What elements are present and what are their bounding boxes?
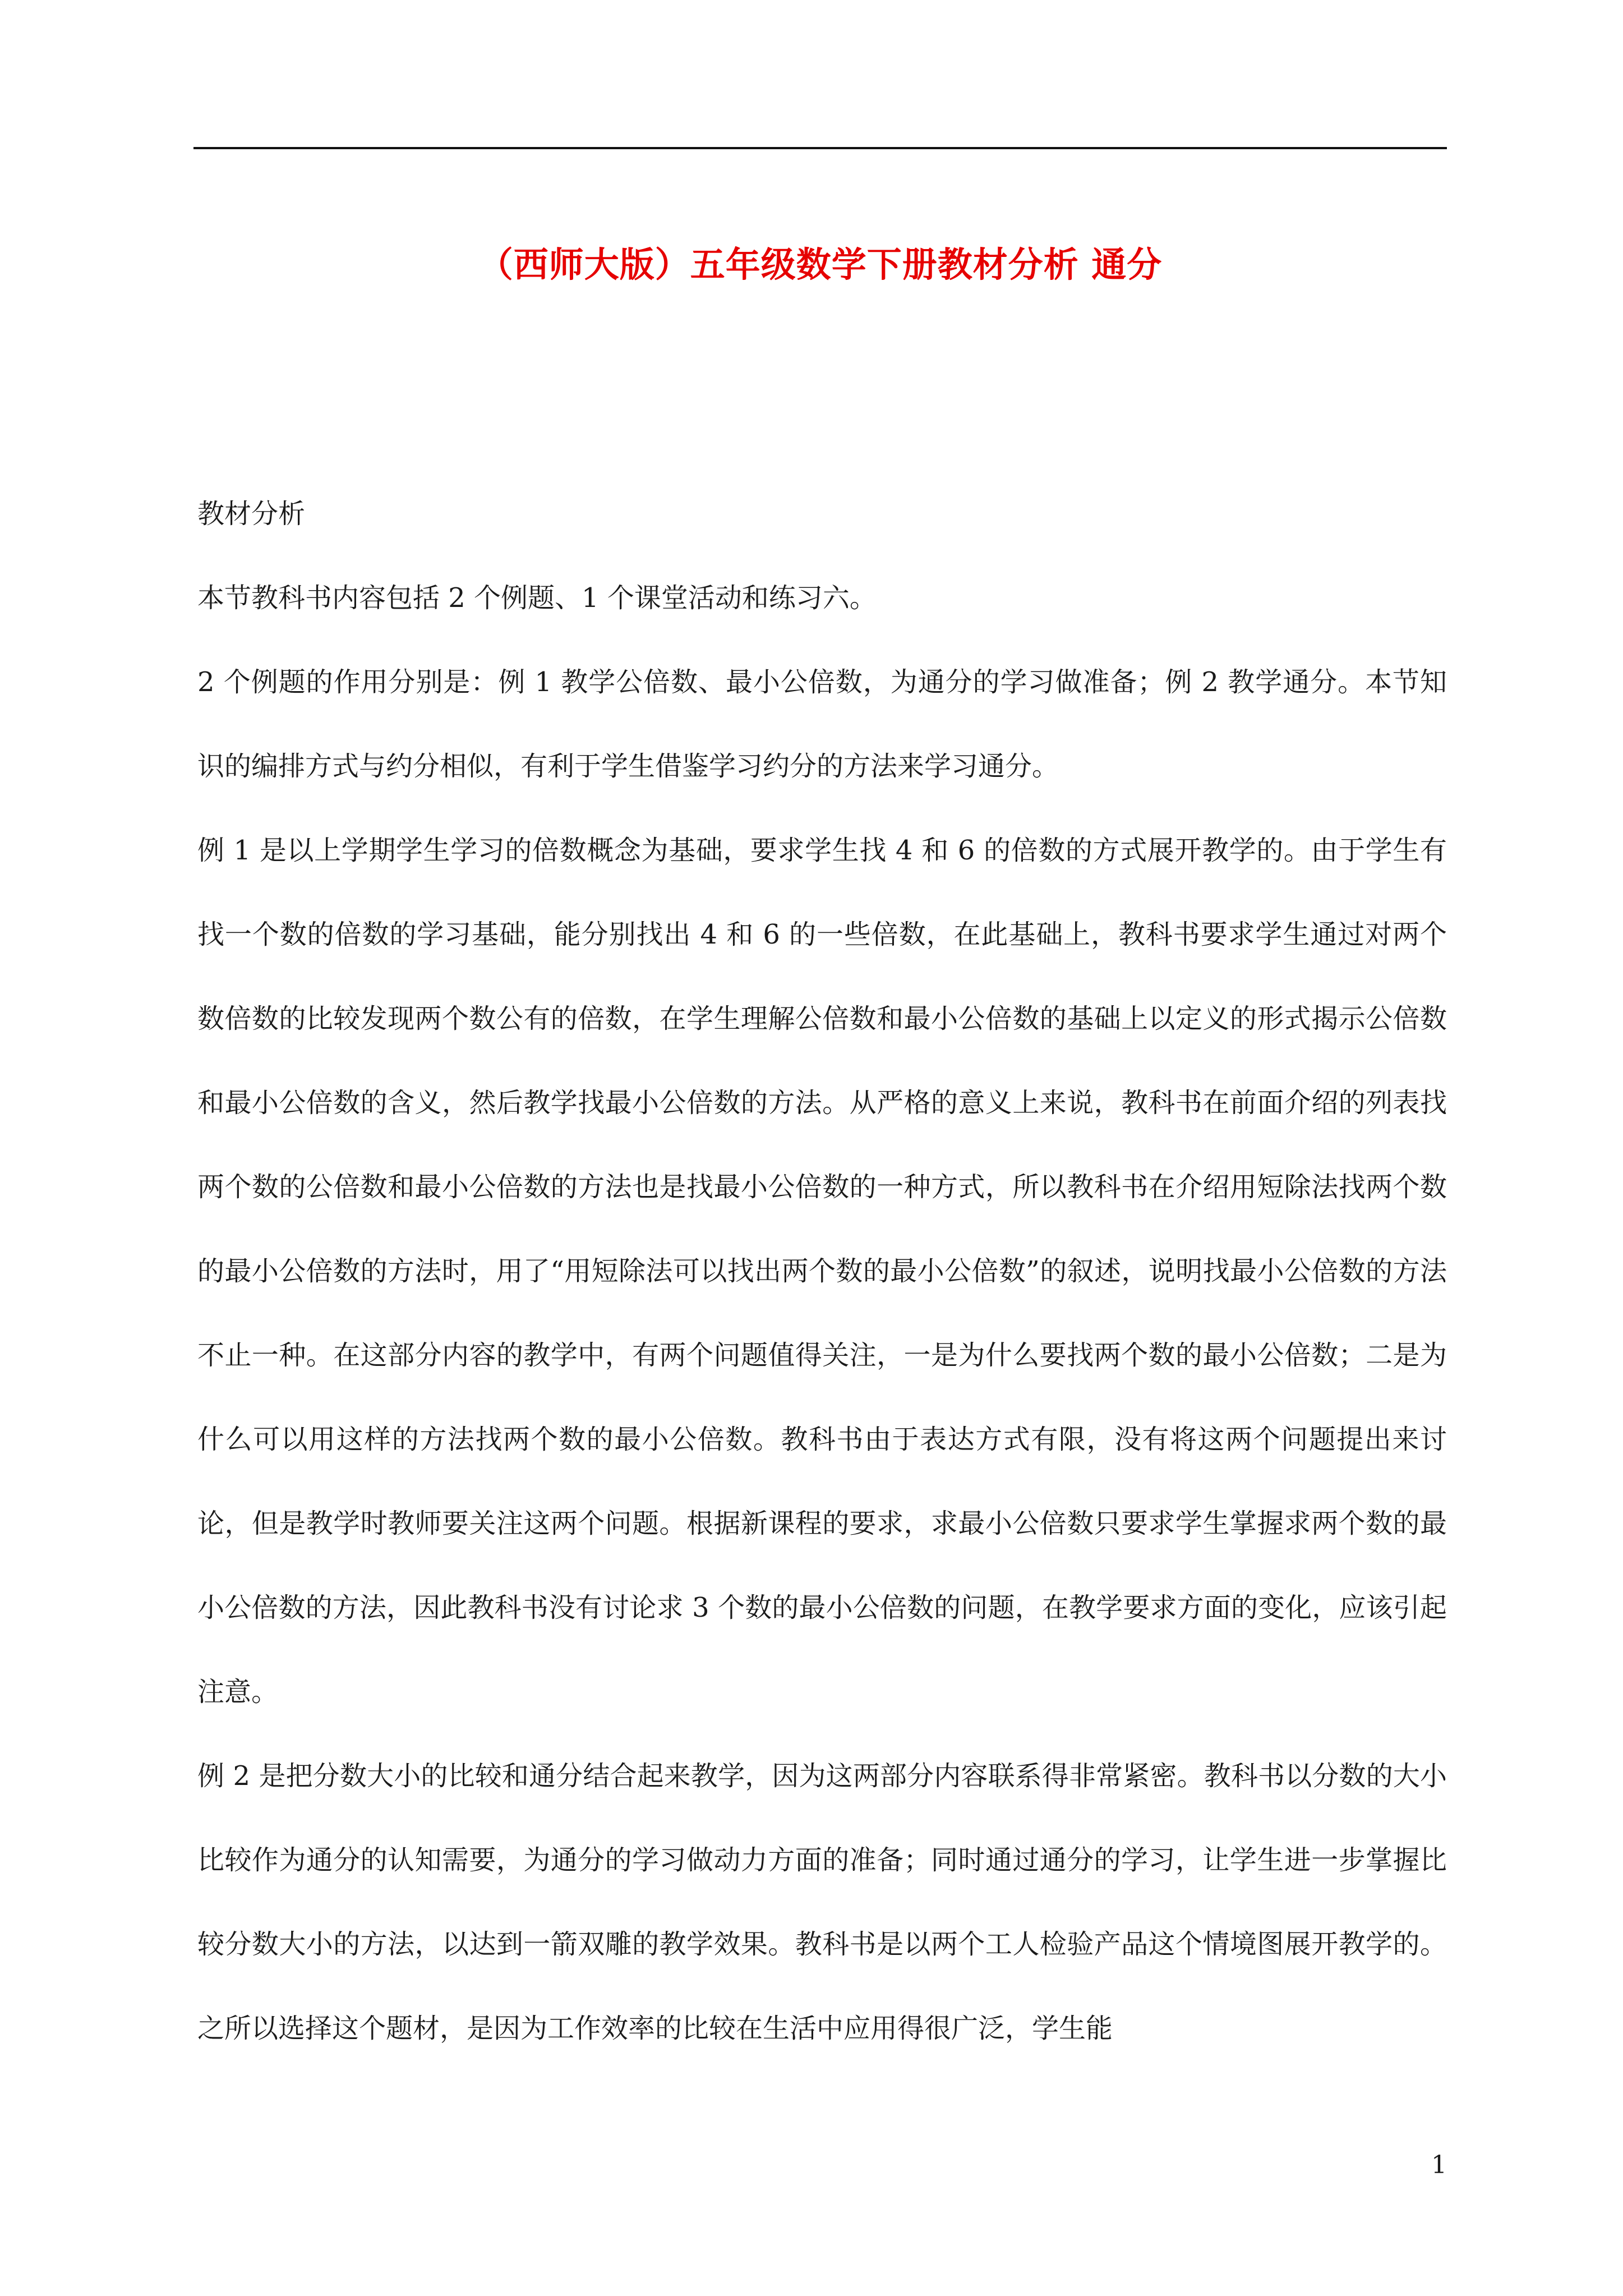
paragraph-1: 本节教科书内容包括 2 个例题、1 个课堂活动和练习六。 [197,582,877,614]
section-heading: 教材分析 [197,498,306,530]
paragraph-4: 例 2 是把分数大小的比较和通分结合起来教学，因为这两部分内容联系得非常紧密。教科书以分数的大小比较作为通分的认知需要，为通分的学习做动力方面的准备；同时通过通分的学习，让学生进一步掌握比较分数大小的方法，以达到一箭双雕的教学效果。教科书是以两个工人检验产品这个情境图展开教学的。之所以选择这个题材，是因为工作效率的比较在生活中应用得很广泛，学生能 [197,1760,1447,2044]
page-number: 1 [1431,2151,1447,2179]
paragraph-3: 例 1 是以上学期学生学习的倍数概念为基础，要求学生找 4 和 6 的倍数的方式展开教学的。由于学生有找一个数的倍数的学习基础，能分别找出 4 和 6 的一些倍数，在此基础上，教科书要求学生通过对两个数倍数的比较发现两个数公有的倍数，在学生理解公倍数和最小公倍数的基础上以定义的形式揭示公倍数和最小公倍数的含义，然后教学找最小公倍数的方法。从严格的意义上来说，教科书在前面介绍的列表找两个数的公倍数和最小公倍数的方法也是找最小公倍数的一种方式，所以教科书在介绍用短除法找两个数的最小公倍数的方法时，用了“用短除法可以找出两个数的最小公倍数”的叙述，说明找最小公倍数的方法不止一种。在这部分内容的教学中，有两个问题值得关注，一是为什么要找两个数的最小公倍数；二是为什么可以用这样的方法找两个数的最小公倍数。教科书由于表达方式有限，没有将这两个问题提出来讨论，但是教学时教师要关注这两个问题。根据新课程的要求，求最小公倍数只要求学生掌握求两个数的最小公倍数的方法，因此教科书没有讨论求 3 个数的最小公倍数的问题，在教学要求方面的变化，应该引起注意。 [197,835,1447,1708]
document-title: （西师大版）五年级数学下册教材分析 通分 [478,243,1163,285]
document-body [197,472,1447,2070]
paragraph-2: 2 个例题的作用分别是：例 1 教学公倍数、最小公倍数，为通分的学习做准备；例 2 教学通分。本节知识的编排方式与约分相似，有利于学生借鉴学习约分的方法来学习通分。 [197,666,1447,782]
header-rule [193,147,1447,149]
